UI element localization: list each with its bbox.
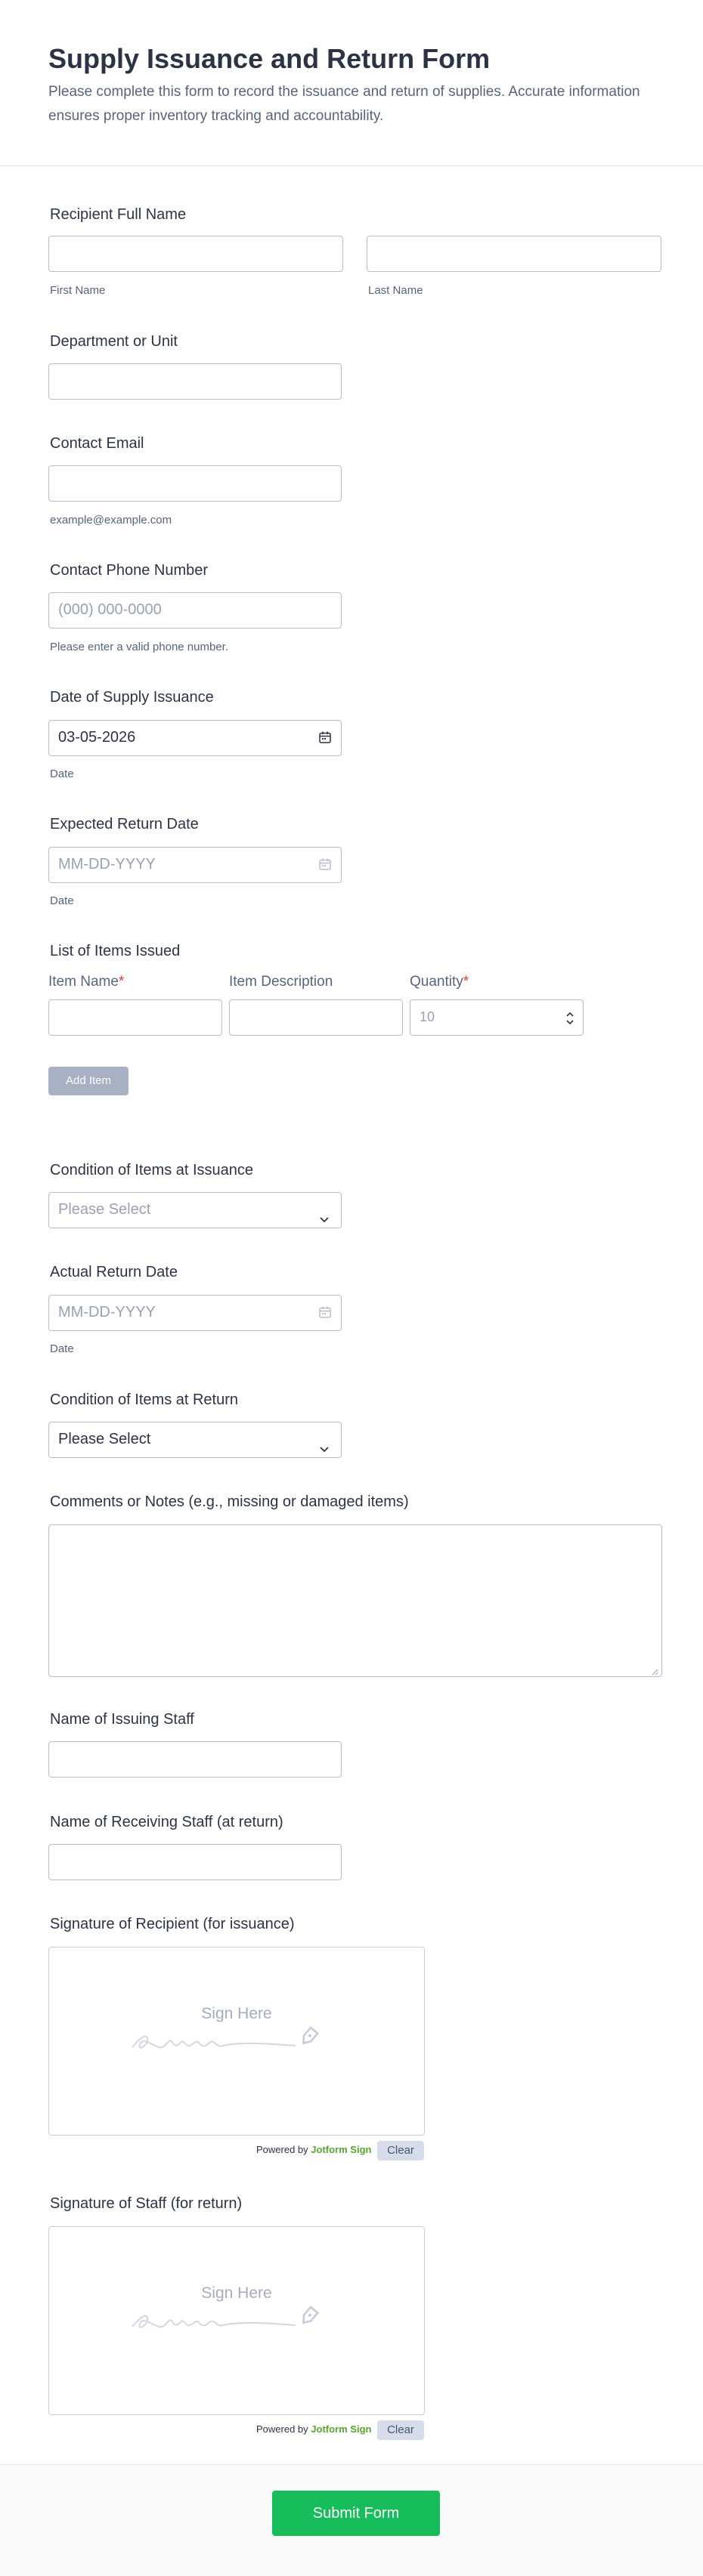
- expected-return-label: Expected Return Date: [50, 816, 199, 832]
- quantity-column-label: [410, 973, 469, 991]
- required-marker: *: [118, 974, 125, 990]
- form-title: Supply Issuance and Return Form: [48, 43, 491, 74]
- calendar-icon[interactable]: [318, 730, 332, 744]
- condition-return-select[interactable]: [48, 1422, 342, 1458]
- phone-sublabel: Please enter a valid phone number.: [50, 641, 228, 653]
- clear-signature-button[interactable]: Clear: [377, 2420, 424, 2440]
- issuance-date-input[interactable]: [48, 720, 342, 756]
- quantity-input[interactable]: [410, 999, 584, 1036]
- items-label: List of Items Issued: [50, 943, 181, 959]
- form-header: [0, 0, 703, 166]
- quantity-column-text: Quantity: [410, 974, 463, 990]
- actual-return-placeholder: MM-DD-YYYY: [58, 1304, 156, 1320]
- receiving-staff-input[interactable]: [48, 1844, 342, 1880]
- submit-button[interactable]: Submit Form: [272, 2491, 440, 2536]
- item-description-column-label: [229, 973, 333, 991]
- expected-return-input[interactable]: [48, 847, 342, 883]
- quantity-placeholder: 10: [420, 1009, 435, 1024]
- condition-issuance-select[interactable]: [48, 1192, 342, 1228]
- issuance-date-sublabel: Date: [50, 768, 74, 780]
- item-name-column-text: Item Name: [48, 974, 119, 990]
- calendar-icon[interactable]: [318, 1305, 332, 1319]
- last-name-input[interactable]: [367, 236, 661, 272]
- condition-return-value: Please Select: [58, 1431, 151, 1447]
- powered-prefix: Powered by: [256, 2423, 308, 2435]
- powered-by-text: [256, 2144, 371, 2156]
- item-description-column-text: Item Description: [229, 974, 333, 990]
- item-description-input[interactable]: [229, 999, 403, 1036]
- sign-here-placeholder: Sign Here: [201, 2005, 272, 2022]
- jotform-sign-brand[interactable]: Jotform Sign: [311, 2423, 372, 2435]
- condition-return-label: Condition of Items at Return: [50, 1391, 239, 1408]
- actual-return-sublabel: Date: [50, 1342, 74, 1355]
- jotform-sign-brand[interactable]: Jotform Sign: [311, 2144, 372, 2155]
- sign-here-placeholder: Sign Here: [201, 2284, 272, 2302]
- calendar-icon[interactable]: [318, 857, 332, 871]
- email-label: Contact Email: [50, 435, 144, 452]
- issuance-date-value: 03-05-2026: [58, 729, 136, 746]
- issuing-staff-input[interactable]: [48, 1741, 342, 1778]
- pen-icon: [129, 2295, 341, 2337]
- issuance-date-label: Date of Supply Issuance: [50, 689, 214, 706]
- condition-issuance-label: Condition of Items at Issuance: [50, 1162, 254, 1178]
- condition-issuance-value: Please Select: [58, 1201, 151, 1218]
- department-input[interactable]: [48, 363, 342, 400]
- powered-prefix: Powered by: [256, 2144, 308, 2155]
- resize-grip-icon[interactable]: [651, 1666, 658, 1673]
- signature-recipient-pad[interactable]: [48, 1947, 425, 2136]
- email-input[interactable]: [48, 465, 342, 502]
- add-item-button[interactable]: Add Item: [48, 1067, 129, 1095]
- actual-return-input[interactable]: [48, 1295, 342, 1331]
- last-name-sublabel: Last Name: [368, 284, 423, 297]
- recipient-name-label: Recipient Full Name: [50, 206, 187, 223]
- required-marker: *: [463, 974, 469, 990]
- clear-signature-button[interactable]: Clear: [377, 2141, 424, 2161]
- signature-recipient-label: Signature of Recipient (for issuance): [50, 1916, 295, 1932]
- expected-return-placeholder: MM-DD-YYYY: [58, 856, 156, 873]
- item-name-column-label: [48, 973, 124, 991]
- email-sublabel: example@example.com: [50, 514, 172, 527]
- chevron-down-icon: [318, 1204, 330, 1216]
- item-name-input[interactable]: [48, 999, 222, 1036]
- chevron-down-icon: [318, 1434, 330, 1446]
- phone-input[interactable]: (000) 000-0000: [48, 592, 342, 629]
- signature-staff-pad[interactable]: [48, 2226, 425, 2415]
- powered-by-text: [256, 2423, 371, 2435]
- signature-staff-label: Signature of Staff (for return): [50, 2195, 243, 2212]
- actual-return-label: Actual Return Date: [50, 1264, 178, 1280]
- comments-textarea[interactable]: [48, 1524, 662, 1677]
- first-name-sublabel: First Name: [50, 284, 106, 297]
- issuing-staff-label: Name of Issuing Staff: [50, 1711, 194, 1728]
- department-label: Department or Unit: [50, 333, 178, 350]
- expected-return-sublabel: Date: [50, 894, 74, 907]
- pen-icon: [129, 2015, 341, 2058]
- phone-label: Contact Phone Number: [50, 562, 209, 579]
- stepper-icon[interactable]: [565, 1008, 575, 1029]
- comments-label: Comments or Notes (e.g., missing or damaged items): [50, 1493, 409, 1510]
- receiving-staff-label: Name of Receiving Staff (at return): [50, 1814, 283, 1830]
- first-name-input[interactable]: [48, 236, 343, 272]
- form-footer: [0, 2464, 703, 2576]
- form-description: Please complete this form to record the issuance and return of supplies. Accurate information ensures proper inventory tracking and accountability.: [48, 84, 640, 124]
